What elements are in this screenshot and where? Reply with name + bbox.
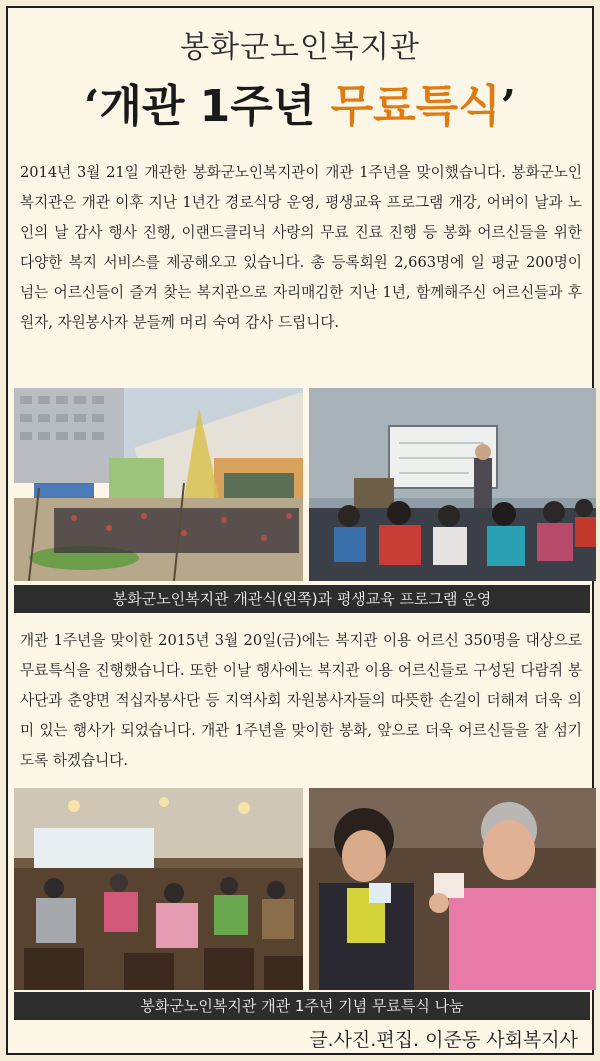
- headline-main: 개관 1주년: [99, 81, 331, 132]
- headline-highlight: 무료특식: [330, 81, 501, 132]
- paragraph-anniversary: 개관 1주년을 맞이한 2015년 3월 20일(금)에는 복지관 이용 어르신 350명을 대상으로 무료특식을 진행했습니다. 또한 이날 행사에는 복지관 이용 어르신들로 구성된 다람쥐 봉사단과 춘양면 적십자봉사단 등 지역사회 자원봉사자들의 따뜻한 손길이 더해져 더욱 의미 있는 행사가 되었습니다. 개관 1주년을 맞이한 봉화, 앞으로 더욱 어르신들을 잘 섬기도록 하겠습니다.: [20, 632, 582, 769]
- photo-education-program: [309, 388, 596, 581]
- org-name: 봉화군노인복지관: [180, 30, 420, 65]
- author-credit: 글.사진.편집. 이준동 사회복지사: [309, 1029, 578, 1051]
- photo-dining-hall: [14, 788, 303, 990]
- photo-seniors-meal: [309, 788, 596, 990]
- headline-quote-close: ’: [500, 81, 516, 132]
- paragraph-intro: 2014년 3월 21일 개관한 봉화군노인복지관이 개관 1주년을 맞이했습니다. 봉화군노인복지관은 개관 이후 지난 1년간 경로식당 운영, 평생교육 프로그램 개강, 어버이 날과 노인의 날 감사 행사 진행, 이랜드클리닉 사랑의 무료 진료 진행 등 봉화 어르신들을 위한 다양한 복지 서비스를 제공해오고 있습니다. 총 등록회원 2,663명에 일 평균 200명이 넘는 어르신들이 즐겨 찾는 복지관으로 자리매김한 지난 1년, 함께해주신 어르신들과 후원자, 자원봉사자 분들께 머리 숙여 감사 드립니다.: [20, 164, 582, 331]
- article-frame: [6, 6, 594, 1055]
- article-header: [8, 8, 592, 155]
- caption-bottom-photos: 봉화군노인복지관 개관 1주년 기념 무료특식 나눔: [14, 992, 590, 1020]
- headline-quote-open: ‘: [84, 81, 100, 132]
- caption-top-photos: 봉화군노인복지관 개관식(왼쪽)과 평생교육 프로그램 운영: [14, 585, 590, 613]
- headline: [8, 70, 592, 134]
- photo-opening-ceremony: [14, 388, 303, 581]
